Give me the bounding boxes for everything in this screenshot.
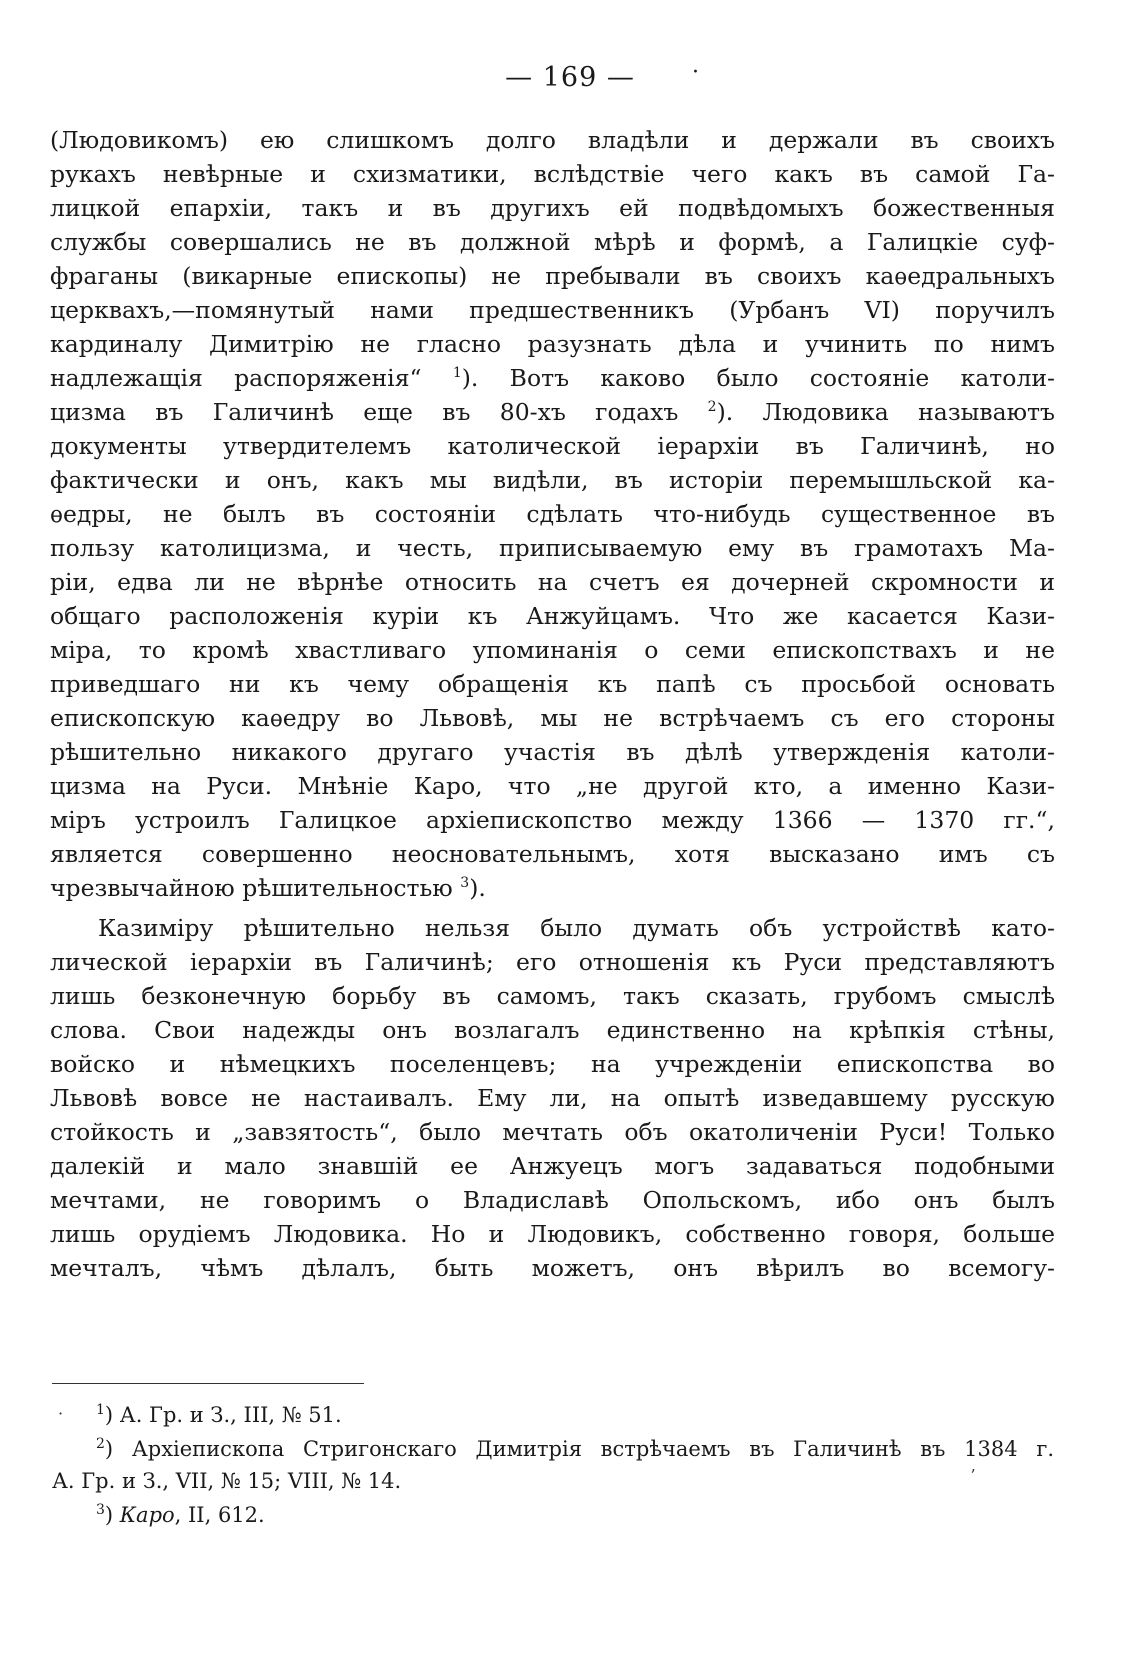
text-line: пользу католицизма, и честь, приписываемую ему въ грамотахъ Ма- [50, 534, 1055, 562]
text-line: является совершенно неосновательнымъ, хотя высказано имъ съ [50, 840, 1055, 868]
text-line: міръ устроилъ Галицкое архіепископство между 1366 — 1370 гг.“, [50, 806, 1055, 834]
text-segment: ). Вотъ каково было состояніе католи- [461, 364, 1055, 392]
page-number: — 169 — [505, 62, 635, 93]
text-line: цизма на Руси. Мнѣніе Каро, что „не другой кто, а именно Кази- [50, 772, 1055, 800]
footnote-number: 2 [96, 1436, 105, 1452]
text-line: мечтами, не говоримъ о Владиславѣ Опольскомъ, ибо онъ былъ [50, 1186, 1055, 1214]
text-segment: ). [469, 874, 486, 902]
text-line: лишь безконечную борьбу въ самомъ, такъ сказать, грубомъ смыслѣ [50, 982, 1055, 1010]
footnote-author: Каро [119, 1503, 175, 1527]
footnote-2 [96, 1434, 1054, 1464]
footnote-2-continued: А. Гр. и З., VII, № 15; VIII, № 14. [52, 1469, 402, 1493]
text-segment: чрезвычайною рѣшительностью [50, 874, 453, 902]
text-line: стойкость и „завзятость“, было мечтать объ окатоличеніи Руси! Только [50, 1118, 1055, 1146]
text-segment: цизма въ Галичинѣ еще въ 80-хъ годахъ [50, 398, 679, 426]
footnote-text: ) [104, 1503, 120, 1527]
text-line: (Людовикомъ) ею слишкомъ долго владѣли и держали въ своихъ [50, 126, 1055, 154]
text-line: фактически и онъ, какъ мы видѣли, въ исторіи перемышльской ка- [50, 466, 1055, 494]
text-line: епископскую каѳедру во Львовѣ, мы не встрѣчаемъ съ его стороны [50, 704, 1055, 732]
text-line: мечталъ, чѣмъ дѣлалъ, быть можетъ, онъ вѣрилъ во всемогу- [50, 1254, 1055, 1282]
text-line: міра, то кромѣ хвастливаго упоминанія о семи епископствахъ и не [50, 636, 1055, 664]
footnote-ref: 2 [707, 399, 717, 416]
text-line [50, 870, 1055, 906]
text-line: документы утвердителемъ католической іерархіи въ Галичинѣ, но [50, 432, 1055, 460]
text-line: Львовѣ вовсе не настаивалъ. Ему ли, на опытѣ изведавшему русскую [50, 1084, 1055, 1112]
footnote-text: , II, 612. [174, 1503, 265, 1527]
text-line: церквахъ,—помянутый нами предшественникъ (Урбанъ VI) поручилъ [50, 296, 1055, 324]
text-line: службы совершались не въ должной мѣрѣ и формѣ, а Галицкіе суф- [50, 228, 1055, 256]
stray-tick-mark: ʼ [970, 1466, 976, 1485]
footnote-1 [96, 1400, 342, 1430]
footnote-number: 1 [96, 1402, 105, 1418]
text-line: лишь орудіемъ Людовика. Но и Людовикъ, собственно говоря, больше [50, 1220, 1055, 1248]
text-line: Казиміру рѣшительно нельзя было думать объ устройствѣ като- [98, 914, 1055, 942]
text-line [50, 360, 1055, 396]
text-line: ріи, едва ли не вѣрнѣе относить на счетъ ея дочерней скромности и [50, 568, 1055, 596]
text-segment: надлежащія распоряженія“ [50, 364, 422, 392]
text-line: общаго расположенія куріи къ Анжуйцамъ. Что же касается Кази- [50, 602, 1055, 630]
text-line: далекій и мало знавшій ее Анжуецъ могъ задаваться подобными [50, 1152, 1055, 1180]
text-line: рѣшительно никакого другаго участія въ дѣлѣ утвержденія католи- [50, 738, 1055, 766]
text-line: войско и нѣмецкихъ поселенцевъ; на учрежденіи епископства во [50, 1050, 1055, 1078]
footnote-ref: 1 [452, 365, 462, 382]
text-line: слова. Свои надежды онъ возлагалъ единственно на крѣпкія стѣны, [50, 1016, 1055, 1044]
text-line: кардиналу Димитрію не гласно разузнать дѣла и учинить по нимъ [50, 330, 1055, 358]
footnote-text: ) А. Гр. и З., III, № 51. [104, 1403, 342, 1427]
footnote-number: 3 [96, 1502, 105, 1518]
footnote-3 [96, 1500, 265, 1530]
text-line: ѳедры, не былъ въ состояніи сдѣлать что-нибудь существенное въ [50, 500, 1055, 528]
footnote-divider [52, 1383, 364, 1384]
text-line: приведшаго ни къ чему обращенія къ папѣ съ просьбой основать [50, 670, 1055, 698]
footnote-text: ) Архіепископа Стригонскаго Димитрія встрѣчаемъ въ Галичинѣ въ 1384 г. [104, 1437, 1054, 1461]
text-segment: ). Людовика называютъ [716, 398, 1055, 426]
footnote-ref: 3 [460, 875, 470, 892]
text-line: рукахъ невѣрные и схизматики, вслѣдствіе чего какъ въ самой Га- [50, 160, 1055, 188]
text-line: лицкой епархіи, такъ и въ другихъ ей подвѣдомыхъ божественныя [50, 194, 1055, 222]
text-line [50, 394, 1055, 430]
stray-dot-mark: · [58, 1404, 64, 1423]
text-line: фраганы (викарные епископы) не пребывали въ своихъ каѳедральныхъ [50, 262, 1055, 290]
page-dot-mark: · [692, 60, 699, 85]
text-line: лической іерархіи въ Галичинѣ; его отношенія къ Руси представляютъ [50, 948, 1055, 976]
